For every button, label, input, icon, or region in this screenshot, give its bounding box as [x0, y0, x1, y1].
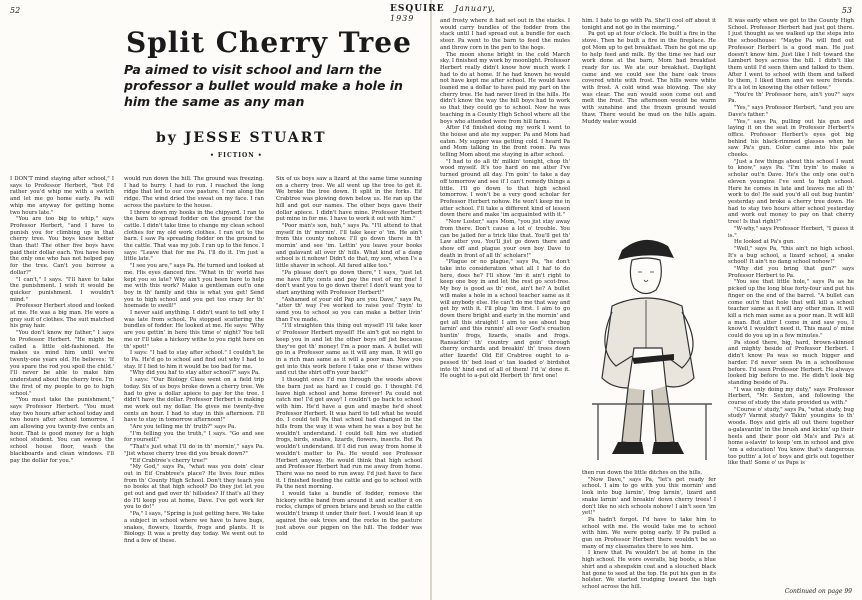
text-column-5 [582, 18, 716, 228]
text-column-5-lower [582, 470, 716, 590]
paragraph: "Ashamed of your old Pap are you Dave," says Pa, "atter th' way I've worked to raise you! Tryin' to send you to school so you can make a better livin' than I've made. [276, 296, 422, 323]
paragraph: "Pa," I says, "Spring is just getting here. We take a subject in school where we have to have bugs, snakes, flowers, lizards, frogs and plants. It is Biology. It was a pretty day today. We went out to find a few of these. [124, 511, 264, 544]
paragraph: "I had to do all th' milkin' tonight, chop th' wood myself. It's too hard on me atter I've turned ground all day. I'm goin' to take a day off tomorrow and see if I can't remedy things a little. I'll go down to that high school tomorrow. I won't be a very good scholar fer Professor Herbert nohow. He won't keep me in atter school. I'll take a different kind of lesson down there and make 'im acquainted with it." [440, 158, 570, 219]
paragraph: Pa hadn't forgot. I'd have to take him to school with me. He would take me to school with him. We were going early. If Pa pulled a gun on Professor Herbert there wouldn't be so many of my classmates there to see him. [582, 516, 716, 550]
paragraph: "You don't know my father," I says to Professor Herbert. "He might be called a little old-fashioned. He makes us mind him until we're twenty-one years old. He believes: 'If you spare the rod you spoil the child.' I'll never be able to make him understand about the cherry tree. I'm the first of my people to go to high school." [10, 330, 114, 397]
left-page [0, 0, 430, 600]
text-column-4 [440, 18, 570, 590]
paragraph: It was early when we got to the County High School. Professor Herbert had just got there. I just thought as we walked up the steps into the schoolhouse: "Maybe Pa will find out Professor Herbert is a good man. He just doesn't know him. Just like I felt toward the Lambert boys across the hill. I didn't like them until I'd seen them and talked to them. After I went to school with them and talked to them, I liked them and we were friends. It's a lot in knowing the other fellow." [728, 18, 854, 92]
paragraph: "Eif Crabtree's cherry tree!" [130, 457, 208, 464]
paragraph: Pa got up at four o'clock. He built a fire in the stove. Then he built a fire in the fireplace. He got Mom up to get breakfast. Then he got me up to help feed and milk. By the time we had our work done at the barn, Mom had breakfast ready for us. We ate our breakfast. Daylight came and we could see the bare oak trees covered white with frost. The hills were white with frost. A cold wind was blowing. The sky was clear. The sun would soon come out and melt the frost. The afternoon would be warm with sunshine and the frozen ground would thaw. There would be mud on the hills again. Muddy water would [582, 31, 716, 125]
paragraph: "You must take the punishment," says Professor Herbert. "You must stay two hours after school today and two hours after school tomorrow. I am allowing you twenty-five cents an hour. That is good money for a high school student. You can sweep the school house floor, wash the blackboards and clean windows. I'll pay the dollar for you." [10, 397, 114, 464]
continued-note: Continued on page 99 [784, 588, 852, 595]
magazine-name: ESQUIRE [390, 4, 445, 14]
paragraph: "Now Luster," says Mom, "you jist stay away from there. Don't cause a lot o' trouble. You can be jailed fer a trick like that. You'll get th' Law atter you. You'll jist go down there and show off and plague your own boy Dave to death in front of all th' scholars!" [440, 219, 570, 259]
paragraph: "You're th' Professor here, ain't you?" says Pa. [728, 91, 854, 105]
paragraph: I knew that Pa wouldn't be at home in the high school. He wore overalls, big boots, a blue shirt and a sheepskin coat and a slouched black hat gone to seed at the top. He put his gun in its holster. We started trudging toward the high school across the hill. [582, 550, 716, 590]
paragraph: "W-why," says Professor Herbert, "I guess it is." [728, 225, 854, 239]
folio-left: 52 [10, 6, 21, 15]
paragraph: "Why did you haf to stay atter school?" says Pa. [130, 370, 260, 377]
paragraph: "That's just what I'll do in th' mornin'," says Pa. "Jist whose cherry tree did you break down?" [124, 444, 264, 457]
paragraph: Pa stood there, big, hard, brown-skinned and mighty beside of Professor Herbert. I didn't know Pa was so much bigger and harder. I'd never seen Pa in a schoolhouse before. I'd seen Professor Herbert. He always looked big before to me. He didn't look big standing beside of Pa. [728, 339, 854, 386]
text-column-1 [10, 176, 114, 592]
paragraph: "I can't," I says. "I'll have to take the punishment. I wish it would be quicker punishment. I wouldn't mind." [10, 276, 114, 303]
paragraph: "You see that little hole," says Pa as he picked up the long blue forty-four and put his finger on the end of the barrel. "A bullet can come out'n that hole that will kill a school teacher same as it will any other man. It will kill a rich man same as a poor man. It will kill a man. But atter I come in and saw you, I know'd I wouldn't need it. This maul o' mine could do you up in a few minutes." [728, 279, 854, 340]
paragraph: Six of us boys saw a lizard at the same time sunning on a cherry tree. We all went up the tree to get it. We broke the tree down. It split in the forks. Eif Crabtree was plowing down below us. He ran up the hill and got our names. The other boys gave their dollar apiece. I didn't have mine. Professor Herbert put mine in for me. I have to work it out with him." [276, 176, 422, 223]
paragraph: "I see you are," says Pa. He turned and looked at me. His eyes danced fire. "What in th' world has kept you so late? Why ain't you been here to help me with this work? Make a gentleman out'n one boy in th' family and this is what you get! Send you to high school and you get too crazy fer th' hoemade to swell!" [124, 263, 264, 310]
paragraph: I DON'T mind staying after school," I says to Professor Herbert, "but I'd rather you'd whip me with a switch and let me go home early. Pa will whip me anyway for getting home two hours late." [10, 176, 114, 216]
paragraph: I says: "Our Biology Class went on a field trip today. Six of us boys broke down a cherry tree. We had to give a dollar apiece to pay for the tree. I didn't have the dollar. Professor Herbert is making me work out my dollar. He gives me twenty-five cents an hour. I had to stay in this afternoon. I'll have to stay in tomorrow afternoon!" [124, 377, 264, 424]
text-column-3 [276, 176, 422, 592]
byline: by JESSE STUART [156, 130, 327, 146]
paragraph: The moon shone bright in the cold March sky. I finished my work by moonlight. Professor Herbert really didn't know how much work I had to do at home. If he had known he would not have kept me after school. He would have loaned me a dollar to have paid my part on the cherry tree. He had never lived in the hills. He didn't know the way the hill boys had to work so that they could go to school. Now he was teaching in a County High School where all the boys who attended were from hill farms. [440, 51, 570, 125]
illustration-drawing [582, 228, 722, 468]
paragraph: "I'll straighten this thing out myself! I'll take keer o' Professor Herbert myself! He ain't got no right to keep you in and let the other boys off jist because they've got th' money! I'm a poor man. A bullet will go in a Professor same as it will any man. It will go in a rich man same as it will a poor man. Now you get into this work before I take one o' these withes and cut the shirt off'n your back!" [276, 323, 422, 377]
paragraph: He looked at Pa's gun. [734, 239, 796, 246]
paragraph: "Now Dave," says Pa, "let's get ready fer school. I aim to go with you this mornin' and look into bug larnin', frog larnin', lizard and snake larnin' and breakin' down cherry trees! I don't like no sich schools nohow! I ain't seen 'im yet!" [582, 476, 716, 517]
paragraph: "Why did you bring that gun?" says Professor Herbert to Pa. [728, 266, 854, 279]
paragraph: then run down the little ditches on the hills. [582, 470, 703, 476]
seated-figure-illustration [582, 228, 722, 468]
paragraph: I threw down my books in the chipyard. I ran to the barn to spread fodder on the ground for the cattle. I didn't take time to change my clean school clothes for my old work clothes. I ran out to the barn. I saw Pa spreading fodder on the ground to the cattle. That was my job. I ran up to the fence. I says: "Leave that for me Pa. I'll do it. I'm just a little late." [124, 209, 264, 263]
paragraph: "Course o' study," says Pa, "what study, bug study? Varmit study? Takin' youngins to th' woods. Boys and girls all out there together a-galavantin' in the brush and kickin' up their heels and their poor old Ma's and Pa's at home a-slavin' to keep 'em in school and give 'em a education! You know that's dangerous too puttin' a lot o' boys and girls out together like that! Some o' us Paps is [728, 406, 854, 467]
paragraph: him. I hate to go with Pa. She'll cool off about it tonight and not go in the morning." [582, 18, 716, 31]
paragraph: "I was only doing my duty," says Professor Herbert, "Mr. Sexton, and following the course of study the state provided us with." [728, 386, 854, 407]
paragraph: and frosty where it had set out in the stacks. I would carry bundles of the fodder from the stack until I had spread out a bundle for each steer. Pa went to the barn to feed the mules and throw corn in the pen to the hogs. [440, 18, 570, 51]
paragraph: "Just a few things about this school I want to know," says Pa. "I'm tryin' to make a scholar out'n Dave. He's the only one out'n eleven youngins I've sent to high school. Here he comes in late and leaves me all th' work to do! He said you'd all out bug huntin' yesterday and broke a cherry tree down. He had to stay two hours atter school yesterday and work out money to pay on that cherry tree! Is that right?" [728, 158, 854, 226]
paragraph: I thought once I'd run through the woods above the barn just as hard as I could go. I thought I'd leave high school and home forever! Pa could not catch me! I'd get away! I couldn't go back to school with him. He'd have a gun and maybe he'd shoot Professor Herbert. It was hard to tell what he would do. I could tell Pa that school had changed in the hills from the way it was when he was a boy but he wouldn't understand. I could tell him we studied frogs, birds, snakes, lizards, flowers, insects. But Pa wouldn't understand. If I did run away from home it wouldn't matter to Pa. He would see Professor Herbert anyway. He would think that high school and Professor Herbert had run me away from home. There was no need to run away. I'd just have to face it. I finished feeding the cattle and go to school with Pa the next morning. [276, 377, 422, 491]
paragraph: "My God," says Pa, "what was you doin' clear out in Eif Crabtree's place? He lives four miles from th' County High School. Don't they teach you no books at that high school? Do they jist let you get out and gad over th' hillsides? If that's all they do I'll keep you at home, Dave. I've got work fer you to do!" [124, 464, 264, 511]
paragraph: "Pa please don't go down there," I says, "just let me have fifty cents and pay the rest of my fine! I don't want you to go down there! I don't want you to start anything with Professor Herbert!" [276, 269, 422, 296]
paragraph: I never said anything. I didn't want to tell why I was late from school. Pa stopped scattering the bundles of fodder. He looked at me. He says: "Why are you gettin' in here this time o' night? You tell me or I'll take a hickory withe to you right here on th' spot!" [124, 310, 264, 350]
paragraph: I says: "I had to stay after school." I couldn't lie to Pa. He'd go to school and find out why I had to stay. If I lied to him it would be too bad for me. [124, 350, 264, 370]
genre-label: • FICTION • [210, 152, 263, 159]
paragraph: "Are you telling me th' truth?" says Pa. [130, 424, 237, 431]
article-deck: Pa aimed to visit school and larn the professor a bullet would make a hole in him the same as any man [124, 62, 403, 109]
paragraph: Professor Herbert stood and looked at me. He was a big man. He wore a gray suit of clothes. The suit matched his gray hair. [10, 303, 114, 330]
paragraph: "Yes," says Pa, pulling out his gun and laying it on the seat in Professor Herbert's office. Professor Herbert's eyes got big behind his black-rimmed glasses when he saw Pa's gun. Color came into his pale cheeks. [728, 118, 854, 159]
paragraph: would run down the hill. The ground was freezing. I had to hurry. I had to run. I reached the long ridge that led to our cow pasture. I ran along the ridge. The wind dried the sweat on my face. I ran across the pasture to the house. [124, 176, 264, 209]
paragraph: "Yes," says Professor Herbert, "and you are Dave's father." [728, 105, 854, 118]
text-column-6 [728, 18, 854, 590]
paragraph: "I'm telling you the truth," I says. "Go and see for yourself." [124, 430, 264, 444]
paragraph: "Plague or no plague," says Pa, "he don't take into consideration what all I haf to do here, does he? I'll show 'im it ain't right to keep one boy in and let the rest go scot-free. My boy is good as th' rest, ain't he? A bullet will make a hole in a school teacher same as it will anybody else. He can't do me that way and get by with it. I'll plug 'im first. I aim to go down there bright and early in the mornin' and get all this straight! I aim to see about bug larnin' and this runnin' all over God's creation huntin' frogs, lizards, snails and frogs. Ransackin' th' country and goin' through cherry orchards and breakin' th' trees down atter lizards! Old Eif Crabtree ought to a-pessed th' bed load o' tan loaded o' birdshot into th' hind end of all of them! I'd 'a' done it. He ought to a-put old Herbert th' first one! [440, 259, 570, 380]
paragraph: "Well," says Pa, "this ain't no high school. It's a bug school, a lizard school, a snake school! It ain't no dang school nohow!" [728, 245, 854, 266]
paragraph: I would take a bundle of fodder, remove the hickory withe band from around it and scatter it on rocks, clumps of green briars and brush so the cattle wouldn't tramp it under their feet. I would lean it up against the oak trees and the rocks in the pasture just above our pigpen on the hill. The fodder was cold [276, 491, 422, 538]
paragraph: "You are too big to whip," says Professor Herbert, "and I have to punish you for climbing up in that cherry tree. You boys knew better than that! The other five boys have paid their dollar each. You have been the only one who has not helped pay for the tree. Can't you borrow a dollar?" [10, 216, 114, 276]
folio-right: 53 [841, 6, 852, 15]
text-column-2 [124, 176, 264, 592]
paragraph: After I'd finished doing my work I went to the house and ate my supper. Pa and Mom had eaten. My supper was getting cold. I heard Pa and Mom talking in the front room. Pa was telling Mom about me staying in after school. [440, 125, 570, 159]
article-title: Split Cherry Tree [126, 26, 412, 59]
issue-date: January, 1939 [390, 4, 496, 23]
paragraph: "Poor man's son, huh," says Pa. "I'll attend to that myself in th' mornin'. I'll take keer o' 'im. He ain't from this county nohow. I'll go down there in th' mornin' and see 'im. Lettin' you leave your books and galavant all over th' hills. What kind of a dang school is it nohow! Didn't do that, my son, when I's a little shaver in school. All fared alike too." [276, 222, 422, 270]
